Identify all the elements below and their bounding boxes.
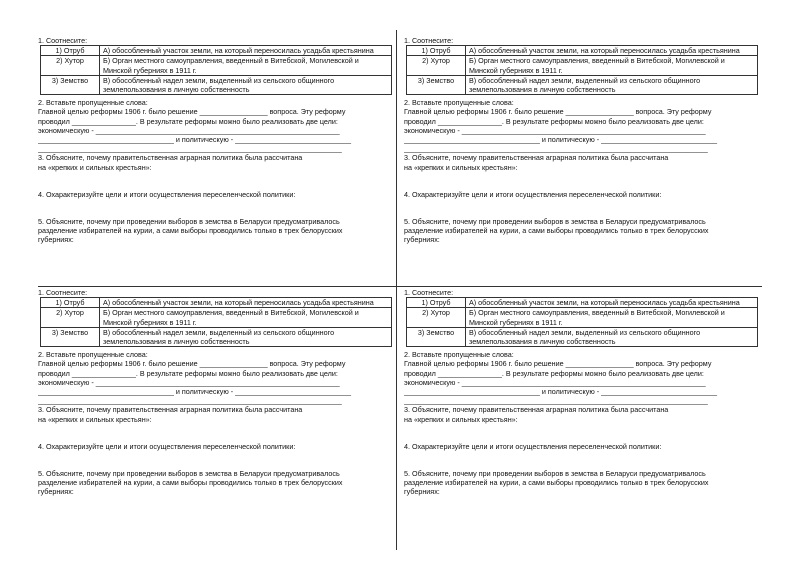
table-row (41, 46, 392, 56)
question-2-title: 2. Вставьте пропущенные слова: (404, 98, 514, 108)
question-2-answer-line: __________________________________ и политическую - _____________________________ (38, 135, 352, 145)
question-5-text: разделение избирателей на курии, а сами выборы проводились только в трех белорусских (404, 226, 709, 236)
question-2-title: 2. Вставьте пропущенные слова: (404, 350, 514, 360)
definition-cell: А) обособленный участок земли, на который переносилась усадьба крестьянина (466, 298, 758, 308)
vertical-cut-line (396, 30, 397, 550)
matching-table (406, 297, 758, 347)
table-row (41, 298, 392, 308)
question-2-answer-line: __________________________________ и политическую - _____________________________ (404, 387, 718, 397)
question-5-text: 5. Объясните, почему при проведении выборов в земства в Беларуси предусматривалось (404, 217, 706, 227)
term-cell: 1) Отруб (407, 298, 466, 308)
term-cell: 2) Хутор (407, 308, 466, 327)
question-3-text: на «крепких и сильных крестьян»: (38, 162, 152, 172)
question-2-answer-line: экономическую - _____________________________________________________________ (38, 377, 340, 387)
table-row (407, 46, 758, 56)
question-4-text: 4. Охарактеризуйте цели и итоги осуществления переселенческой политики: (404, 189, 662, 199)
question-2-text: Главной целью реформы 1906 г. было решение _________________ вопроса. Эту реформу (404, 359, 712, 369)
definition-cell: А) обособленный участок земли, на который переносилась усадьба крестьянина (100, 298, 392, 308)
term-cell: 3) Земство (41, 327, 100, 346)
term-cell: 2) Хутор (407, 56, 466, 75)
table-row (41, 308, 392, 327)
question-5-text: разделение избирателей на курии, а сами выборы проводились только в трех белорусских (38, 478, 343, 488)
question-2-text: проводил ________________. В результате реформы можно было реализовать две цели: (404, 368, 704, 378)
definition-cell: Б) Орган местного самоуправления, введенный в Витебской, Могилевской и Минской губерниях в 1911 г. (100, 56, 392, 75)
term-cell: 3) Земство (407, 327, 466, 346)
definition-cell: А) обособленный участок земли, на который переносилась усадьба крестьянина (100, 46, 392, 56)
definition-cell: В) обособленный надел земли, выделенный из сельского общинного землепользования в личную собственность (100, 327, 392, 346)
question-5-text: 5. Объясните, почему при проведении выборов в земства в Беларуси предусматривалось (404, 469, 706, 479)
question-5-text: губерниях: (404, 235, 440, 245)
question-2-text: Главной целью реформы 1906 г. было решение _________________ вопроса. Эту реформу (404, 107, 712, 117)
question-2-title: 2. Вставьте пропущенные слова: (38, 98, 148, 108)
question-3-text: 3. Объясните, почему правительственная аграрная политика была рассчитана (38, 153, 303, 163)
question-3-text: на «крепких и сильных крестьян»: (38, 414, 152, 424)
question-2-answer-line: ____________________________________________________________________________ (404, 396, 708, 406)
question-2-title: 2. Вставьте пропущенные слова: (38, 350, 148, 360)
question-4-text: 4. Охарактеризуйте цели и итоги осуществления переселенческой политики: (38, 441, 296, 451)
question-1-title: 1. Соотнесите: (404, 36, 454, 45)
term-cell: 3) Земство (407, 75, 466, 94)
term-cell: 1) Отруб (407, 46, 466, 56)
question-3-text: 3. Объясните, почему правительственная аграрная политика была рассчитана (38, 405, 303, 415)
question-2-answer-line: ____________________________________________________________________________ (38, 396, 342, 406)
term-cell: 3) Земство (41, 75, 100, 94)
question-3-text: на «крепких и сильных крестьян»: (404, 162, 518, 172)
question-1-title: 1. Соотнесите: (38, 288, 88, 297)
question-5-text: 5. Объясните, почему при проведении выборов в земства в Беларуси предусматривалось (38, 469, 340, 479)
question-2-text: проводил ________________. В результате реформы можно было реализовать две цели: (38, 368, 338, 378)
term-cell: 2) Хутор (41, 56, 100, 75)
definition-cell: В) обособленный надел земли, выделенный из сельского общинного землепользования в личную собственность (466, 327, 758, 346)
matching-table (40, 45, 392, 95)
worksheet-card-bottom-left (38, 288, 394, 540)
question-5-text: губерниях: (404, 487, 440, 497)
question-2-answer-line: экономическую - _____________________________________________________________ (38, 125, 340, 135)
worksheet-card-top-left (38, 36, 394, 288)
question-2-answer-line: ____________________________________________________________________________ (404, 144, 708, 154)
question-5-text: губерниях: (38, 235, 74, 245)
question-2-text: Главной целью реформы 1906 г. было решение _________________ вопроса. Эту реформу (38, 107, 346, 117)
question-5-text: 5. Объясните, почему при проведении выборов в земства в Беларуси предусматривалось (38, 217, 340, 227)
term-cell: 1) Отруб (41, 46, 100, 56)
question-2-text: Главной целью реформы 1906 г. было решение _________________ вопроса. Эту реформу (38, 359, 346, 369)
question-5-text: разделение избирателей на курии, а сами выборы проводились только в трех белорусских (404, 478, 709, 488)
question-2-answer-line: __________________________________ и политическую - _____________________________ (404, 135, 718, 145)
table-row (41, 327, 392, 346)
definition-cell: В) обособленный надел земли, выделенный из сельского общинного землепользования в личную собственность (100, 75, 392, 94)
table-row (407, 308, 758, 327)
table-row (407, 56, 758, 75)
question-4-text: 4. Охарактеризуйте цели и итоги осуществления переселенческой политики: (404, 441, 662, 451)
question-5-text: губерниях: (38, 487, 74, 497)
term-cell: 1) Отруб (41, 298, 100, 308)
question-2-answer-line: экономическую - _____________________________________________________________ (404, 377, 706, 387)
table-row (407, 298, 758, 308)
worksheet-card-top-right (404, 36, 760, 288)
table-row (41, 56, 392, 75)
table-row (407, 75, 758, 94)
question-1-title: 1. Соотнесите: (404, 288, 454, 297)
definition-cell: Б) Орган местного самоуправления, введенный в Витебской, Могилевской и Минской губерниях в 1911 г. (100, 308, 392, 327)
definition-cell: А) обособленный участок земли, на который переносилась усадьба крестьянина (466, 46, 758, 56)
question-4-text: 4. Охарактеризуйте цели и итоги осуществления переселенческой политики: (38, 189, 296, 199)
table-row (41, 75, 392, 94)
question-2-text: проводил ________________. В результате реформы можно было реализовать две цели: (404, 116, 704, 126)
question-2-answer-line: __________________________________ и политическую - _____________________________ (38, 387, 352, 397)
question-1-title: 1. Соотнесите: (38, 36, 88, 45)
question-5-text: разделение избирателей на курии, а сами выборы проводились только в трех белорусских (38, 226, 343, 236)
worksheet-card-bottom-right (404, 288, 760, 540)
definition-cell: Б) Орган местного самоуправления, введенный в Витебской, Могилевской и Минской губерниях в 1911 г. (466, 308, 758, 327)
term-cell: 2) Хутор (41, 308, 100, 327)
question-3-text: 3. Объясните, почему правительственная аграрная политика была рассчитана (404, 405, 669, 415)
table-row (407, 327, 758, 346)
matching-table (406, 45, 758, 95)
definition-cell: В) обособленный надел земли, выделенный из сельского общинного землепользования в личную собственность (466, 75, 758, 94)
definition-cell: Б) Орган местного самоуправления, введенный в Витебской, Могилевской и Минской губерниях в 1911 г. (466, 56, 758, 75)
question-2-text: проводил ________________. В результате реформы можно было реализовать две цели: (38, 116, 338, 126)
question-2-answer-line: ____________________________________________________________________________ (38, 144, 342, 154)
question-3-text: 3. Объясните, почему правительственная аграрная политика была рассчитана (404, 153, 669, 163)
question-2-answer-line: экономическую - _____________________________________________________________ (404, 125, 706, 135)
matching-table (40, 297, 392, 347)
question-3-text: на «крепких и сильных крестьян»: (404, 414, 518, 424)
